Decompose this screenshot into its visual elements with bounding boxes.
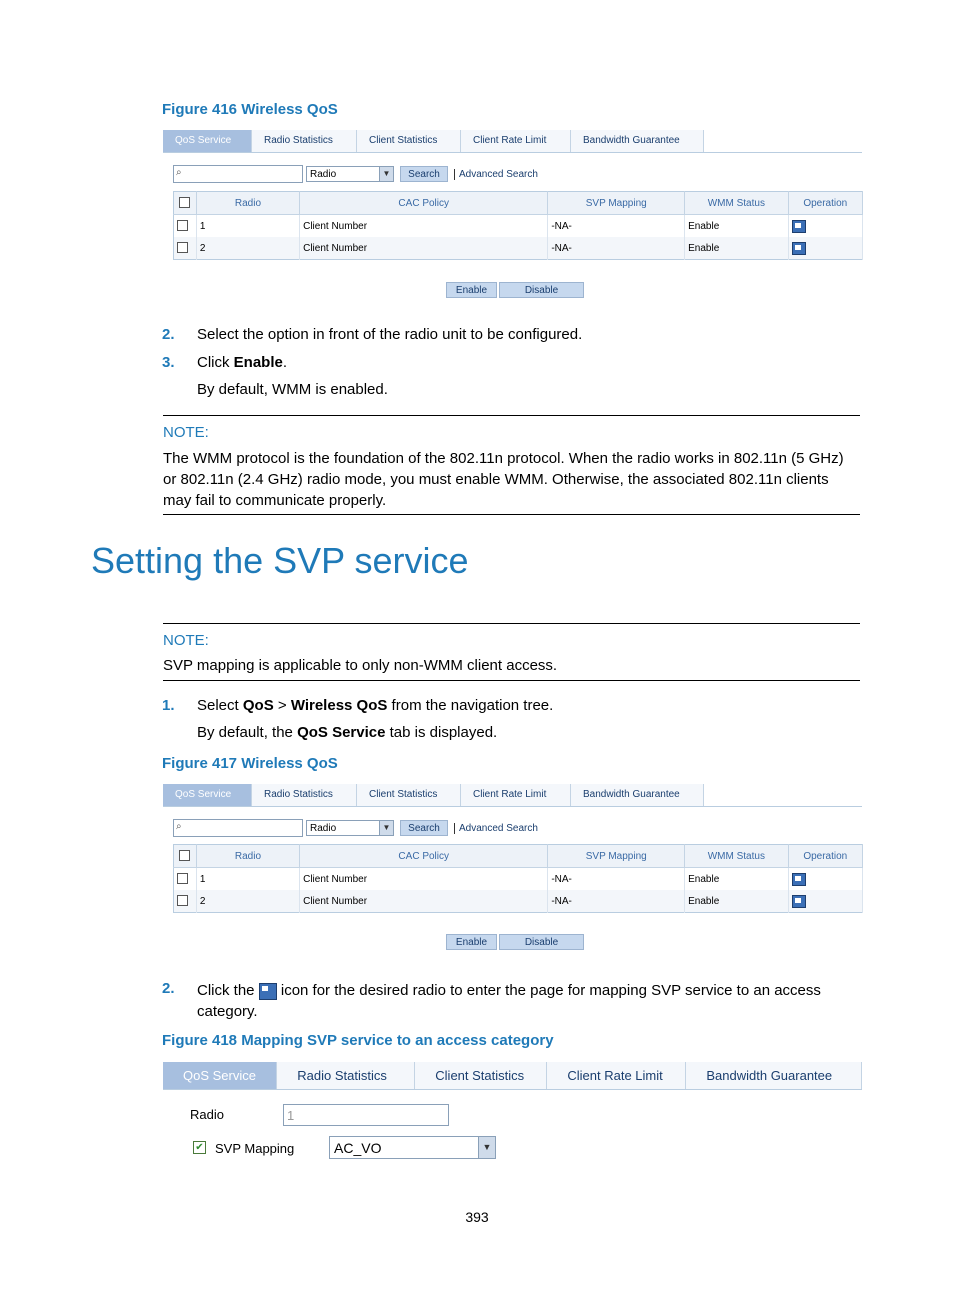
tab-bar: [163, 130, 862, 153]
action-buttons: [446, 934, 584, 950]
edit-icon[interactable]: [792, 242, 806, 255]
note-block: [163, 415, 860, 515]
search-icon: ⌕: [176, 821, 182, 832]
cac-cell: Client Number: [300, 237, 548, 260]
table-row: [174, 237, 863, 260]
figure-caption: Figure 417 Wireless QoS: [162, 755, 338, 772]
disable-button[interactable]: Disable: [499, 282, 584, 298]
bold-text: Enable: [233, 354, 283, 371]
text-run: Click: [197, 354, 234, 371]
svp-mapping-checkbox[interactable]: ✔: [193, 1141, 206, 1154]
row-checkbox[interactable]: [177, 220, 188, 231]
tab-client-rate-limit[interactable]: Client Rate Limit: [547, 1062, 686, 1089]
select-value: Radio: [310, 823, 337, 834]
bold-text: QoS: [242, 697, 274, 714]
radio-cell: 2: [196, 890, 299, 913]
row-select-cell: [174, 237, 197, 260]
tab-bar: [163, 784, 862, 807]
table-row: [174, 215, 863, 238]
row-checkbox[interactable]: [177, 873, 188, 884]
radio-table: [173, 844, 863, 913]
col-radio: Radio: [196, 845, 299, 868]
step-number: 3.: [162, 354, 175, 371]
page-number: 393: [465, 1209, 489, 1225]
tab-qos-service[interactable]: QoS Service: [163, 1062, 277, 1089]
col-cac-policy: CAC Policy: [300, 192, 548, 215]
edit-icon[interactable]: [792, 220, 806, 233]
radio-cell: 1: [196, 868, 299, 891]
tab-radio-statistics[interactable]: Radio Statistics: [277, 1062, 415, 1089]
tab-bandwidth-guarantee[interactable]: Bandwidth Guarantee: [686, 1062, 862, 1089]
search-button[interactable]: Search: [400, 166, 448, 182]
note-label: NOTE:: [163, 632, 209, 649]
radio-label: Radio: [190, 1107, 224, 1122]
chevron-down-icon: ▼: [379, 821, 393, 835]
col-svp-mapping: SVP Mapping: [548, 192, 685, 215]
svp-cell: -NA-: [548, 868, 685, 891]
enable-button[interactable]: Enable: [446, 934, 497, 950]
operation-cell: [788, 868, 862, 891]
col-wmm-status: WMM Status: [685, 192, 788, 215]
svp-mapping-select[interactable]: [329, 1136, 496, 1159]
section-heading: Setting the SVP service: [91, 540, 469, 581]
enable-button[interactable]: Enable: [446, 282, 497, 298]
select-value: Radio: [310, 169, 337, 180]
search-field-select[interactable]: [306, 820, 394, 836]
action-buttons: [446, 282, 584, 298]
svp-cell: -NA-: [548, 237, 685, 260]
operation-cell: [788, 890, 862, 913]
select-all-header: [174, 192, 197, 215]
tab-bandwidth-guarantee[interactable]: Bandwidth Guarantee: [571, 130, 704, 152]
step-number: 2.: [162, 980, 175, 997]
text-run: tab is displayed.: [385, 724, 498, 741]
tab-client-rate-limit[interactable]: Client Rate Limit: [461, 784, 571, 806]
note-block: [163, 623, 860, 681]
tab-radio-statistics[interactable]: Radio Statistics: [252, 130, 357, 152]
table-row: [174, 890, 863, 913]
col-cac-policy: CAC Policy: [300, 845, 548, 868]
step-subtext: By default, WMM is enabled.: [197, 381, 388, 398]
col-svp-mapping: SVP Mapping: [548, 845, 685, 868]
figure-caption: Figure 418 Mapping SVP service to an access category: [162, 1032, 554, 1049]
text-run: icon for the desired radio to enter the page for mapping SVP service to an access category.: [197, 982, 821, 1020]
bold-text: Wireless QoS: [290, 697, 388, 714]
row-select-cell: [174, 890, 197, 913]
step-text: [197, 980, 859, 1022]
radio-field[interactable]: 1: [283, 1104, 449, 1126]
select-all-header: [174, 845, 197, 868]
col-operation: Operation: [788, 845, 862, 868]
col-wmm-status: WMM Status: [685, 845, 788, 868]
note-text: The WMM protocol is the foundation of the 802.11n protocol. When the radio works in 802.11n (5 GHz) or 802.11n (2.4 GHz) radio mode, you must enable WMM. Otherwise, the associated 802.11n clients may fail to communicate properly.: [163, 450, 844, 509]
chevron-down-icon: ▼: [478, 1137, 495, 1158]
note-label: NOTE:: [163, 424, 209, 441]
tab-bandwidth-guarantee[interactable]: Bandwidth Guarantee: [571, 784, 704, 806]
tab-qos-service[interactable]: QoS Service: [163, 130, 252, 152]
text-run: Click the: [197, 982, 259, 999]
bold-text: QoS Service: [297, 724, 386, 741]
step-number: 1.: [162, 697, 175, 714]
edit-icon[interactable]: [792, 895, 806, 908]
note-text: SVP mapping is applicable to only non-WMM client access.: [163, 657, 558, 674]
table-row: [174, 868, 863, 891]
edit-icon[interactable]: [792, 873, 806, 886]
search-icon: ⌕: [176, 167, 182, 178]
tab-client-statistics[interactable]: Client Statistics: [357, 784, 461, 806]
col-operation: Operation: [788, 192, 862, 215]
radio-table: [173, 191, 863, 260]
figure-caption: Figure 416 Wireless QoS: [162, 101, 338, 118]
tab-client-rate-limit[interactable]: Client Rate Limit: [461, 130, 571, 152]
wmm-cell: Enable: [685, 890, 788, 913]
search-button[interactable]: Search: [400, 820, 448, 836]
radio-cell: 1: [196, 215, 299, 238]
cac-cell: Client Number: [300, 868, 548, 891]
step-text: Select the option in front of the radio unit to be configured.: [197, 326, 583, 343]
step-text: [197, 354, 287, 371]
edit-icon: [259, 983, 277, 1000]
row-checkbox[interactable]: [177, 242, 188, 253]
advanced-search-link[interactable]: Advanced Search: [454, 169, 538, 180]
text-run: Select: [197, 697, 243, 714]
chevron-down-icon: ▼: [379, 167, 393, 181]
col-radio: Radio: [196, 192, 299, 215]
step-number: 2.: [162, 326, 175, 343]
operation-cell: [788, 215, 862, 238]
search-input[interactable]: [173, 165, 303, 183]
cac-cell: Client Number: [300, 890, 548, 913]
search-row: [173, 819, 538, 837]
step-subtext: [197, 724, 497, 741]
tab-radio-statistics[interactable]: Radio Statistics: [252, 784, 357, 806]
disable-button[interactable]: Disable: [499, 934, 584, 950]
search-row: [173, 165, 538, 183]
tab-qos-service[interactable]: QoS Service: [163, 784, 252, 806]
text-run: .: [282, 354, 288, 371]
radio-cell: 2: [196, 237, 299, 260]
svp-cell: -NA-: [548, 890, 685, 913]
operation-cell: [788, 237, 862, 260]
wmm-cell: Enable: [685, 868, 788, 891]
step-text: [197, 697, 553, 714]
wmm-cell: Enable: [685, 215, 788, 238]
row-checkbox[interactable]: [177, 895, 188, 906]
row-select-cell: [174, 868, 197, 891]
select-all-checkbox[interactable]: [179, 850, 190, 861]
text-run: By default, the: [197, 724, 298, 741]
svp-cell: -NA-: [548, 215, 685, 238]
text-run: >: [273, 697, 291, 714]
text-run: from the navigation tree.: [387, 697, 554, 714]
tab-client-statistics[interactable]: Client Statistics: [415, 1062, 547, 1089]
search-field-select[interactable]: [306, 166, 394, 182]
advanced-search-link[interactable]: Advanced Search: [454, 823, 538, 834]
tab-bar: [163, 1062, 862, 1090]
cac-cell: Client Number: [300, 215, 548, 238]
search-input[interactable]: [173, 819, 303, 837]
select-all-checkbox[interactable]: [179, 197, 190, 208]
select-value: AC_VO: [334, 1140, 382, 1156]
wmm-cell: Enable: [685, 237, 788, 260]
tab-client-statistics[interactable]: Client Statistics: [357, 130, 461, 152]
svp-mapping-label: SVP Mapping: [215, 1141, 295, 1156]
row-select-cell: [174, 215, 197, 238]
